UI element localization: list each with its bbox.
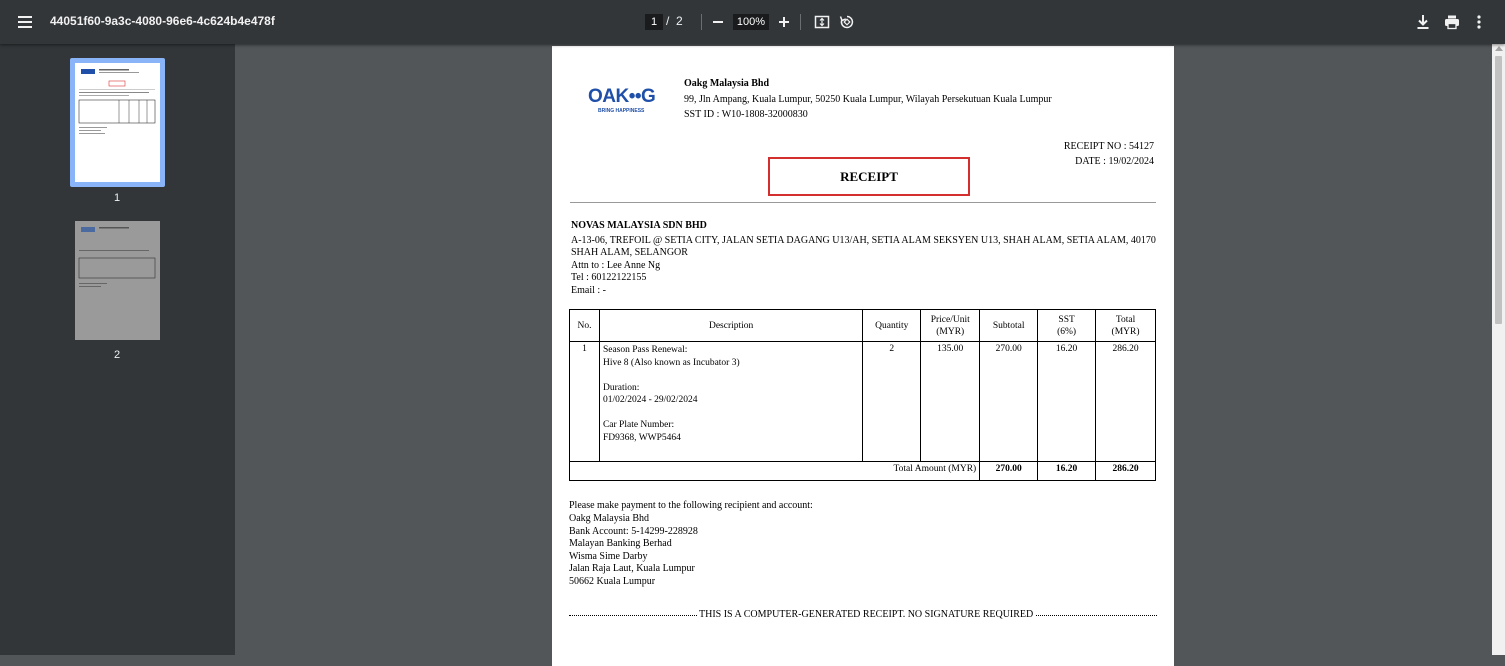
print-icon[interactable]	[1443, 13, 1461, 31]
header-total: Total (MYR)	[1096, 310, 1156, 342]
cell-description: Season Pass Renewal: Hive 8 (Also known as Incubator 3) Duration: 01/02/2024 - 29/02/2024 Car Plate Number: FD9368, WWP5464	[599, 342, 862, 462]
table-header-row	[570, 310, 1156, 342]
company-logo: OAK••G BRING HAPPINESS	[588, 86, 656, 114]
page-separator: /	[666, 14, 670, 28]
cell-no: 1	[570, 342, 600, 462]
customer-email: Email : -	[571, 285, 606, 296]
pdf-toolbar	[0, 0, 1505, 44]
receipt-number: RECEIPT NO : 54127	[1063, 141, 1154, 152]
company-address: 99, Jln Ampang, Kuala Lumpur, 50250 Kuala Lumpur, Wilayah Persekutuan Kuala Lumpur	[684, 94, 1052, 105]
document-title: 44051f60-9a3c-4080-96e6-4c624b4e478f	[50, 14, 275, 28]
page-thumbnail-2[interactable]	[75, 221, 160, 340]
total-sst: 16.20	[1038, 462, 1096, 481]
thumbnail-label-1: 1	[113, 192, 121, 204]
payment-address-1: Wisma Sime Darby	[569, 551, 648, 562]
header-quantity: Quantity	[863, 310, 921, 342]
company-name: Oakg Malaysia Bhd	[684, 78, 770, 89]
scrollbar-thumb[interactable]	[1495, 56, 1502, 324]
customer-attn: Attn to : Lee Anne Ng	[571, 260, 661, 271]
zoom-out-icon[interactable]	[710, 14, 726, 30]
total-subtotal: 270.00	[980, 462, 1038, 481]
zoom-level-input[interactable]: 100%	[733, 14, 769, 30]
scroll-up-icon[interactable]	[1495, 46, 1503, 51]
menu-icon[interactable]	[14, 11, 36, 33]
thumbnail-label-2: 2	[113, 349, 121, 361]
toolbar-divider	[701, 14, 702, 30]
download-icon[interactable]	[1415, 13, 1431, 31]
header-description: Description	[599, 310, 862, 342]
header-subtotal: Subtotal	[980, 310, 1038, 342]
header-price: Price/Unit (MYR)	[921, 310, 980, 342]
cell-subtotal: 270.00	[980, 342, 1038, 462]
rotate-icon[interactable]	[839, 14, 855, 30]
divider	[570, 202, 1156, 203]
cell-price: 135.00	[921, 342, 980, 462]
header-sst: SST (6%)	[1038, 310, 1096, 342]
header-no: No.	[570, 310, 600, 342]
zoom-in-icon[interactable]	[776, 14, 792, 30]
cell-total: 286.20	[1096, 342, 1156, 462]
page-number-input[interactable]: 1	[645, 14, 663, 30]
total-amount-label: Total Amount (MYR)	[570, 462, 980, 481]
vertical-scrollbar[interactable]	[1492, 44, 1505, 655]
payment-address-2: Jalan Raja Laut, Kuala Lumpur	[569, 563, 695, 574]
page-total: 2	[676, 14, 683, 28]
payment-instruction: Please make payment to the following recipient and account:	[569, 500, 813, 511]
page-thumbnail-1[interactable]	[70, 58, 165, 187]
customer-address-2: SHAH ALAM, SELANGOR	[571, 247, 688, 258]
more-options-icon[interactable]	[1471, 13, 1487, 31]
receipt-title: RECEIPT	[768, 157, 970, 196]
payment-address-3: 50662 Kuala Lumpur	[569, 576, 656, 587]
customer-tel: Tel : 60122122155	[571, 272, 647, 283]
totals-row	[570, 462, 1156, 481]
cell-quantity: 2	[863, 342, 921, 462]
pdf-page	[552, 46, 1174, 666]
payment-recipient: Oakg Malaysia Bhd	[569, 513, 649, 524]
customer-name: NOVAS MALAYSIA SDN BHD	[571, 220, 707, 231]
items-table	[569, 309, 1156, 481]
customer-address: A-13-06, TREFOIL @ SETIA CITY, JALAN SETIA DAGANG U13/AH, SETIA ALAM SEKSYEN U13, SHAH ALAM, SETIA ALAM, 40170	[571, 235, 1156, 246]
payment-bank: Malayan Banking Berhad	[569, 538, 672, 549]
total-amount: 286.20	[1096, 462, 1156, 481]
toolbar-divider	[800, 14, 801, 30]
company-sst: SST ID : W10-1808-32000830	[684, 109, 808, 120]
table-row	[570, 342, 1156, 462]
receipt-footer: THIS IS A COMPUTER-GENERATED RECEIPT. NO SIGNATURE REQUIRED	[569, 609, 1157, 623]
fit-to-page-icon[interactable]	[814, 14, 830, 30]
receipt-date: DATE : 19/02/2024	[1075, 156, 1154, 167]
cell-sst: 16.20	[1038, 342, 1096, 462]
payment-account: Bank Account: 5-14299-228928	[569, 526, 698, 537]
